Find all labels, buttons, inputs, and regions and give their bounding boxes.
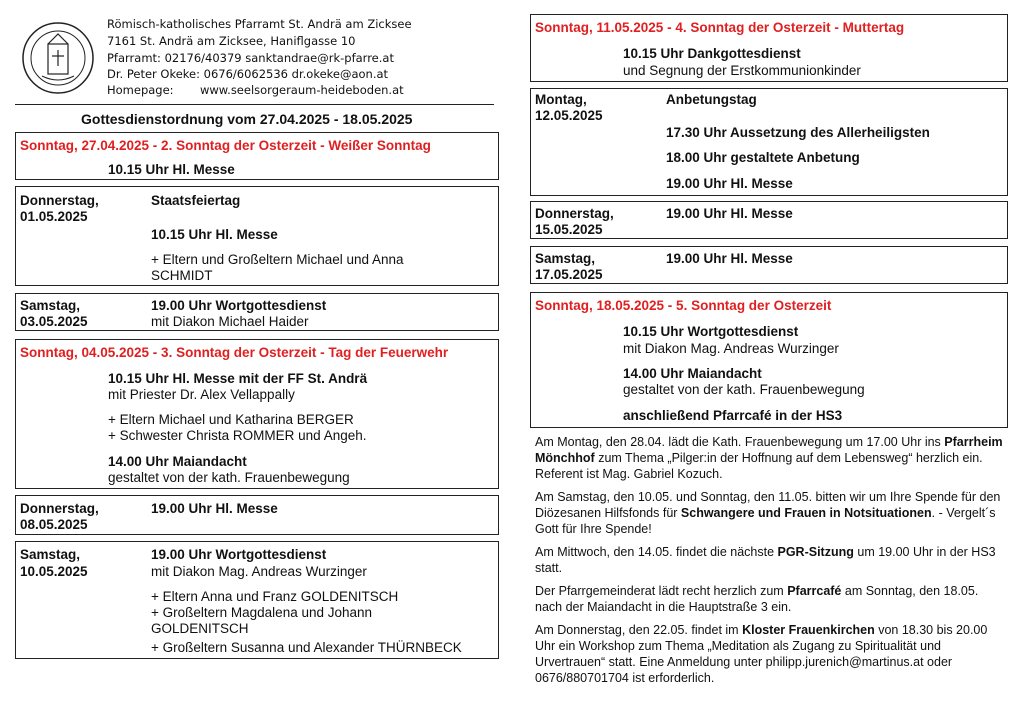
date: 17.05.2025 (535, 267, 603, 282)
intention-line: GOLDENITSCH (151, 621, 249, 636)
service-block-17-05 (530, 246, 1008, 284)
weekday: Samstag, (20, 547, 81, 562)
intention-line: + Eltern und Großeltern Michael und Anna (151, 252, 404, 267)
service-line: 19.00 Uhr Hl. Messe (666, 206, 793, 221)
parish-seal-logo (20, 20, 96, 96)
note-text: . - Vergelt´s Gott für Ihre Spende! (535, 506, 996, 536)
service-line: anschließend Pfarrcafé in der HS3 (623, 408, 843, 423)
service-line: gestaltet von der kath. Frauenbewegung (108, 470, 350, 485)
header-line-2: 7161 St. Andrä am Zicksee, Haniflgasse 10 (107, 34, 356, 48)
header-line-5-label: Homepage: (107, 83, 174, 97)
service-line: mit Priester Dr. Alex Vellappally (108, 387, 295, 402)
intention-line: + Großeltern Magdalena und Johann (151, 605, 373, 620)
service-line: 19.00 Uhr Wortgottesdienst (151, 298, 327, 313)
note-text: am Sonntag, den 18.05. nach der Maiandacht in die Hauptstraße 3 ein. (535, 584, 979, 614)
sunday-title: Sonntag, 27.04.2025 - 2. Sonntag der Osterzeit - Weißer Sonntag (20, 138, 431, 153)
header-line-1: Römisch-katholisches Pfarramt St. Andrä am Zicksee (107, 17, 412, 31)
service-block-08-05 (15, 495, 499, 535)
service-line: Anbetungstag (666, 92, 757, 107)
service-line: Staatsfeiertag (151, 193, 241, 208)
note-text: Am Mittwoch, den 14.05. findet die nächste (535, 545, 778, 559)
service-line: 14.00 Uhr Maiandacht (623, 366, 762, 381)
service-line: 19.00 Uhr Wortgottesdienst (151, 547, 327, 562)
intention-line: + Schwester Christa ROMMER und Angeh. (108, 428, 367, 443)
note-highlight: Kloster Frauenkirchen (742, 623, 875, 637)
note-text: Am Montag, den 28.04. lädt die Kath. Frauenbewegung um 17.00 Uhr ins (535, 435, 945, 449)
service-block-03-05 (15, 293, 499, 331)
intention-line: + Eltern Michael und Katharina BERGER (108, 412, 354, 427)
weekday: Samstag, (535, 251, 596, 266)
service-line: 17.30 Uhr Aussetzung des Allerheiligsten (666, 125, 930, 140)
weekday: Samstag, (20, 298, 81, 313)
note-highlight: Schwangere und Frauen in Notsituationen (680, 506, 932, 520)
service-line: 10.15 Uhr Hl. Messe mit der FF St. Andrä (108, 371, 368, 386)
service-block-04-05 (15, 339, 499, 489)
note-workshop (535, 622, 1005, 686)
note-text: Der Pfarrgemeinderat lädt recht herzlich zum (535, 584, 788, 598)
service-line: 10.15 Uhr Dankgottesdienst (623, 46, 801, 61)
date: 08.05.2025 (20, 517, 88, 532)
service-block-18-05 (530, 292, 1008, 428)
note-text: Am Samstag, den 10.05. und Sonntag, den 11.05. bitten wir um Ihre Spende für den Diözesanen Hilfsfonds für (535, 490, 1001, 520)
note-pfarrcafe (535, 583, 1005, 615)
service-line: mit Diakon Michael Haider (151, 314, 309, 329)
service-line: 10.15 Uhr Hl. Messe (108, 162, 235, 177)
service-block-27-04 (15, 132, 499, 180)
header-rule (15, 104, 494, 105)
note-highlight: Pfarrheim Mönchhof (535, 435, 1003, 465)
homepage-link[interactable]: www.seelsorgeraum-heideboden.at (200, 83, 404, 97)
service-line: mit Diakon Mag. Andreas Wurzinger (623, 341, 839, 356)
service-block-10-05 (15, 541, 499, 659)
service-block-11-05 (530, 14, 1008, 82)
date: 01.05.2025 (20, 209, 88, 224)
sunday-title: Sonntag, 11.05.2025 - 4. Sonntag der Osterzeit - Muttertag (535, 20, 905, 35)
intention-line: + Eltern Anna und Franz GOLDENITSCH (151, 589, 399, 604)
weekday: Donnerstag, (20, 501, 99, 516)
date: 12.05.2025 (535, 108, 603, 123)
note-spende (535, 489, 1005, 537)
date: 15.05.2025 (535, 222, 603, 237)
service-line: 10.15 Uhr Wortgottesdienst (623, 324, 799, 339)
service-line: und Segnung der Erstkommunionkinder (623, 63, 861, 78)
date: 03.05.2025 (20, 314, 88, 329)
sunday-title: Sonntag, 04.05.2025 - 3. Sonntag der Osterzeit - Tag der Feuerwehr (20, 345, 449, 360)
weekday: Donnerstag, (535, 206, 614, 221)
note-text: zum Thema „Pilger:in der Hoffnung auf dem Lebensweg“ herzlich ein. Referent ist Mag. Gabriel Kozuch. (535, 451, 983, 481)
weekday: Montag, (535, 92, 587, 107)
service-line: 19.00 Uhr Hl. Messe (151, 501, 278, 516)
service-line: 14.00 Uhr Maiandacht (108, 454, 247, 469)
service-line: gestaltet von der kath. Frauenbewegung (623, 382, 865, 397)
note-text: um 19.00 Uhr in der HS3 statt. (535, 545, 996, 575)
date: 10.05.2025 (20, 564, 88, 579)
page-title: Gottesdienstordnung vom 27.04.2025 - 18.05.2025 (81, 111, 413, 127)
service-line: 19.00 Uhr Hl. Messe (666, 176, 793, 191)
service-block-15-05 (530, 201, 1008, 239)
sunday-title: Sonntag, 18.05.2025 - 5. Sonntag der Osterzeit (535, 298, 832, 313)
service-line: 10.15 Uhr Hl. Messe (151, 227, 278, 242)
intention-line: + Großeltern Susanna und Alexander THÜRNBECK (151, 640, 462, 655)
service-block-12-05 (530, 88, 1008, 196)
note-text: von 18.30 bis 20.00 Uhr ein Workshop zum Thema „Meditation als Zugang zu Spiritualität und Urvertrauen“ statt. Eine Anmeldung unter philipp.jurenich@martinus.at oder 0676/880701704 ist erforderlich. (535, 623, 988, 685)
service-line: 18.00 Uhr gestaltete Anbetung (666, 150, 860, 165)
intention-line: SCHMIDT (151, 268, 213, 283)
header-line-4: Dr. Peter Okeke: 0676/6062536 dr.okeke@aon.at (107, 67, 389, 81)
service-block-01-05 (15, 186, 499, 286)
note-text: Am Donnerstag, den 22.05. findet im (535, 623, 743, 637)
note-highlight: PGR-Sitzung (777, 545, 854, 559)
weekday: Donnerstag, (20, 193, 99, 208)
service-line: 19.00 Uhr Hl. Messe (666, 251, 793, 266)
note-pgr-sitzung (535, 544, 1005, 576)
service-line: mit Diakon Mag. Andreas Wurzinger (151, 564, 367, 579)
header-line-3: Pfarramt: 02176/40379 sanktandrae@rk-pfarre.at (107, 51, 394, 65)
note-highlight: Pfarrcafé (787, 584, 842, 598)
note-frauenbewegung (535, 434, 1005, 482)
